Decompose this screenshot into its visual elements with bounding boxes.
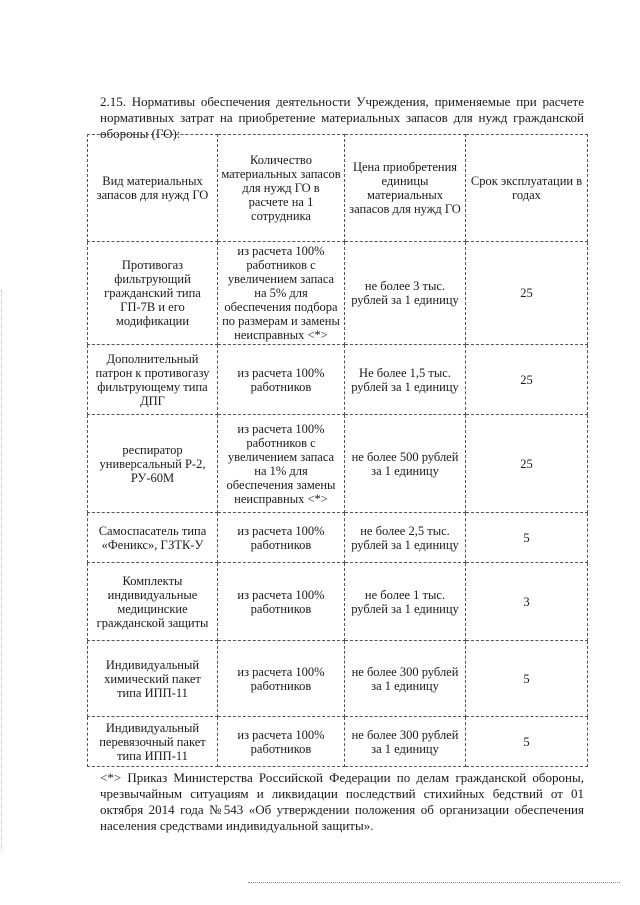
table-row <box>88 641 588 717</box>
cell-quantity: из расчета 100% работников <box>218 513 345 563</box>
cell-price: не более 500 рублей за 1 единицу <box>345 415 466 513</box>
section-intro: 2.15. Нормативы обеспечения деятельности Учреждения, применяемые при расчете нормативных затрат на приобретение материальных запасов для нужд гражданской обороны (ГО): <box>100 94 584 141</box>
header-quantity: Количество материальных запасов для нужд ГО в расчете на 1 сотрудника <box>218 135 345 242</box>
cell-quantity: из расчета 100% работников <box>218 641 345 717</box>
cell-quantity: из расчета 100% работников <box>218 563 345 641</box>
table-row <box>88 513 588 563</box>
table-row <box>88 415 588 513</box>
footnote: <*> Приказ Министерства Российской Федерации по делам гражданской обороны, чрезвычайным ситуациям и ликвидации последствий стихийных бедствий от 01 октября 2014 года №543 «Об утверждении положения об организации обеспечения населения средствами индивидуальной защиты». <box>100 770 584 833</box>
table-row <box>88 563 588 641</box>
table-row <box>88 717 588 767</box>
cell-supply-type: Противогаз фильтрующий гражданский типа ГП-7В и его модификации <box>88 242 218 345</box>
cell-quantity: из расчета 100% работников с увеличением запаса на 5% для обеспечения подбора по размерам и замены неисправных <*> <box>218 242 345 345</box>
cell-supply-type: Индивидуальный перевязочный пакет типа ИПП-11 <box>88 717 218 767</box>
table-header-row <box>88 135 588 242</box>
cell-price: не более 300 рублей за 1 единицу <box>345 641 466 717</box>
supplies-norms-table <box>87 134 588 767</box>
cell-supply-type: Самоспасатель типа «Феникс», ГЗТК-У <box>88 513 218 563</box>
cell-supply-type: Комплекты индивидуальные медицинские гражданской защиты <box>88 563 218 641</box>
cell-supply-type: Индивидуальный химический пакет типа ИПП-11 <box>88 641 218 717</box>
cell-service-life: 5 <box>466 641 588 717</box>
cell-price: не более 300 рублей за 1 единицу <box>345 717 466 767</box>
cell-quantity: из расчета 100% работников <box>218 345 345 415</box>
cell-service-life: 25 <box>466 415 588 513</box>
table-row <box>88 242 588 345</box>
cell-price: не более 3 тыс. рублей за 1 единицу <box>345 242 466 345</box>
cell-supply-type: респиратор универсальный Р-2, РУ-60М <box>88 415 218 513</box>
header-service-life: Срок эксплуатации в годах <box>466 135 588 242</box>
cell-price: не более 1 тыс. рублей за 1 единицу <box>345 563 466 641</box>
cell-quantity: из расчета 100% работников с увеличением запаса на 1% для обеспечения замены неисправных <*> <box>218 415 345 513</box>
cell-service-life: 3 <box>466 563 588 641</box>
cell-price: Не более 1,5 тыс. рублей за 1 единицу <box>345 345 466 415</box>
cell-service-life: 5 <box>466 717 588 767</box>
cell-service-life: 25 <box>466 345 588 415</box>
cell-price: не более 2,5 тыс. рублей за 1 единицу <box>345 513 466 563</box>
cell-supply-type: Дополнительный патрон к противогазу фильтрующему типа ДПГ <box>88 345 218 415</box>
scan-edge-marks <box>1 290 2 850</box>
header-supply-type: Вид материальных запасов для нужд ГО <box>88 135 218 242</box>
header-price: Цена приобретения единицы материальных запасов для нужд ГО <box>345 135 466 242</box>
table-row <box>88 345 588 415</box>
scan-bottom-line <box>248 882 620 883</box>
cell-service-life: 25 <box>466 242 588 345</box>
cell-quantity: из расчета 100% работников <box>218 717 345 767</box>
cell-service-life: 5 <box>466 513 588 563</box>
